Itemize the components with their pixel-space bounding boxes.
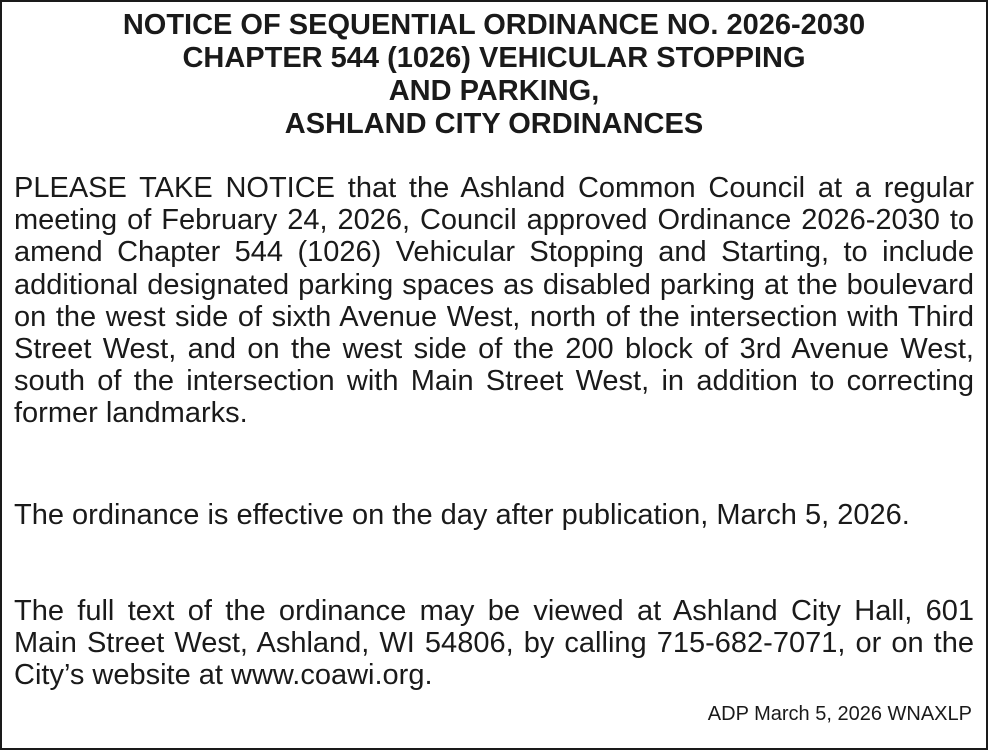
heading-line-4: ASHLAND CITY ORDINANCES: [284, 108, 704, 140]
notice-heading: [2, 9, 986, 141]
heading-line-1: NOTICE OF SEQUENTIAL ORDINANCE NO. 2026-2030: [122, 9, 866, 41]
heading-line-3: AND PARKING,: [388, 75, 600, 107]
notice-paragraph-effective-date: The ordinance is effective on the day after publication, March 5, 2026.: [14, 499, 910, 531]
notice-paragraph-approval: PLEASE TAKE NOTICE that the Ashland Common Council at a regular meeting of February 24, 2026, Council approved Ordinance 2026-2030 to amend Chapter 544 (1026) Vehicular Stopping and Starting, to include additional designated parking spaces as disabled parking at the boulevard on the west side of sixth Avenue West, north of the intersection with Third Street West, and on the west side of the 200 block of 3rd Avenue West, south of the intersection with Main Street West, in addition to correcting former landmarks.: [14, 172, 974, 430]
notice-paragraph-full-text: The full text of the ordinance may be viewed at Ashland City Hall, 601 Main Street West, Ashland, WI 54806, by calling 715-682-7071, or on the City’s website at www.coawi.org.: [14, 595, 974, 692]
heading-line-2: CHAPTER 544 (1026) VEHICULAR STOPPING: [182, 42, 806, 74]
publication-signoff: ADP March 5, 2026 WNAXLP: [707, 703, 972, 725]
